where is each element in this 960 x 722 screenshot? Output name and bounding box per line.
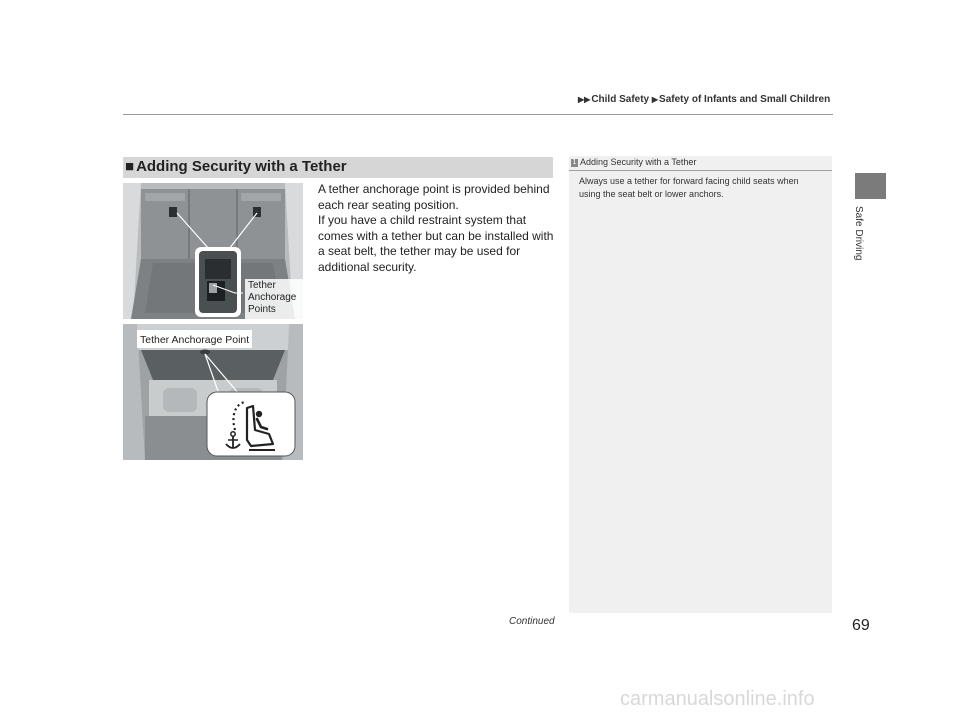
breadcrumb-arrow-icon: ▶ bbox=[651, 95, 659, 104]
note-rule bbox=[569, 170, 832, 171]
tether-anchorage-point-label: Tether Anchorage Point bbox=[140, 334, 250, 346]
body-text bbox=[318, 182, 554, 276]
page-number: 69 bbox=[852, 617, 870, 634]
watermark: carmanualsonline.info bbox=[620, 688, 815, 710]
note-panel bbox=[569, 156, 832, 613]
child-seat-anchor-icon bbox=[221, 394, 281, 454]
chapter-tab[interactable] bbox=[855, 173, 886, 199]
breadcrumb-level2[interactable]: Safety of Infants and Small Children bbox=[659, 94, 831, 105]
section-title bbox=[125, 158, 347, 175]
section-title-text: Adding Security with a Tether bbox=[136, 158, 347, 175]
breadcrumb-arrow-icon: ▶▶ bbox=[578, 95, 591, 104]
tether-anchor-point-label-box bbox=[137, 330, 252, 348]
breadcrumb-level1[interactable]: Child Safety bbox=[591, 94, 650, 105]
chapter-tab-label bbox=[850, 206, 870, 276]
callout-line: Anchorage bbox=[248, 292, 297, 303]
callout-line: Points bbox=[248, 304, 276, 315]
section-marker-icon: ■ bbox=[125, 158, 135, 175]
note-title-text: Adding Security with a Tether bbox=[580, 157, 697, 167]
callout-line: Tether bbox=[248, 280, 276, 291]
chapter-tab-text: Safe Driving bbox=[853, 206, 864, 261]
body-paragraph: A tether anchorage point is provided behind each rear seating position. bbox=[318, 182, 550, 212]
breadcrumb bbox=[578, 94, 830, 105]
header-rule bbox=[123, 114, 833, 115]
tether-anchorage-points-label bbox=[248, 280, 296, 316]
note-text: Always use a tether for forward facing child seats when using the seat belt or lower anchors. bbox=[579, 176, 799, 199]
body-paragraph: If you have a child restraint system that comes with a tether but can be installed with a seat belt, the tether may be used for additional security. bbox=[318, 213, 554, 274]
continued-label: Continued bbox=[509, 616, 555, 627]
cargo-area-photo bbox=[123, 183, 303, 319]
rear-seat-photo bbox=[123, 324, 303, 460]
note-marker-icon: 1 bbox=[572, 159, 577, 166]
note-title bbox=[571, 157, 696, 167]
